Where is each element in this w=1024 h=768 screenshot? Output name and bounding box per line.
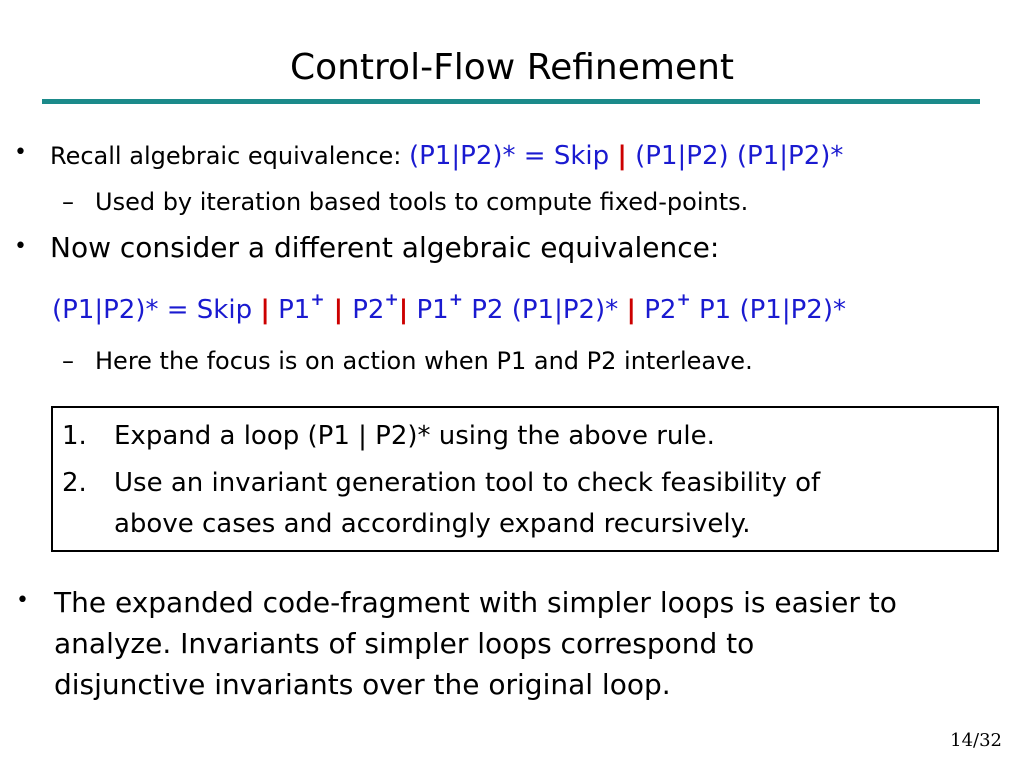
- step-invariant-line2: above cases and accordingly expand recursively.: [114, 509, 751, 539]
- step-number: 1.: [62, 421, 87, 451]
- equivalence-right: (P1|P2) (P1|P2)*: [626, 141, 844, 171]
- bullet-dot: •: [16, 588, 29, 613]
- eq-bar: |: [324, 295, 353, 325]
- step-expand-loop: Expand a loop (P1 | P2)* using the above rule.: [114, 421, 715, 451]
- equation-line: [52, 290, 846, 330]
- eq-part: (P1|P2)* = Skip: [52, 295, 261, 325]
- sub-bullet-interleave: Here the focus is on action when P1 and P2 interleave.: [95, 347, 753, 375]
- eq-bar: |: [626, 295, 636, 325]
- eq-part: P2: [352, 295, 385, 325]
- bullet-dot: •: [14, 234, 27, 259]
- bullet-conclusion-line2: analyze. Invariants of simpler loops correspond to: [54, 627, 755, 660]
- page-number: 14/32: [950, 730, 1002, 751]
- step-invariant-line1: Use an invariant generation tool to check feasibility of: [114, 468, 821, 498]
- equivalence-left: (P1|P2)* = Skip: [409, 141, 618, 171]
- eq-bar: |: [398, 295, 409, 325]
- bullet-recall-prefix: Recall algebraic equivalence:: [50, 142, 410, 170]
- step-number: 2.: [62, 468, 87, 498]
- eq-plus: +: [676, 290, 691, 310]
- sub-bullet-fixed-points: Used by iteration based tools to compute fixed-points.: [95, 188, 749, 216]
- sub-bullet-dash: –: [62, 347, 74, 375]
- eq-plus: +: [310, 290, 325, 310]
- eq-part: P1: [269, 295, 311, 325]
- sub-bullet-dash: –: [62, 188, 74, 216]
- eq-part: P1 (P1|P2)*: [690, 295, 846, 325]
- eq-bar: |: [260, 295, 270, 325]
- eq-plus: +: [384, 290, 399, 310]
- eq-plus: +: [448, 290, 463, 310]
- bullet-consider: Now consider a different algebraic equivalence:: [50, 231, 720, 264]
- eq-part: P1: [408, 295, 449, 325]
- equivalence-bar: |: [617, 141, 627, 171]
- title-divider: [42, 99, 980, 104]
- eq-part: P2 (P1|P2)*: [462, 295, 627, 325]
- slide-title: Control-Flow Refinement: [289, 47, 735, 88]
- eq-part: P2: [635, 295, 677, 325]
- bullet-conclusion-line1: The expanded code-fragment with simpler loops is easier to: [54, 586, 897, 619]
- bullet-recall: [50, 139, 843, 173]
- bullet-dot: •: [14, 140, 27, 165]
- bullet-conclusion-line3: disjunctive invariants over the original loop.: [54, 668, 671, 701]
